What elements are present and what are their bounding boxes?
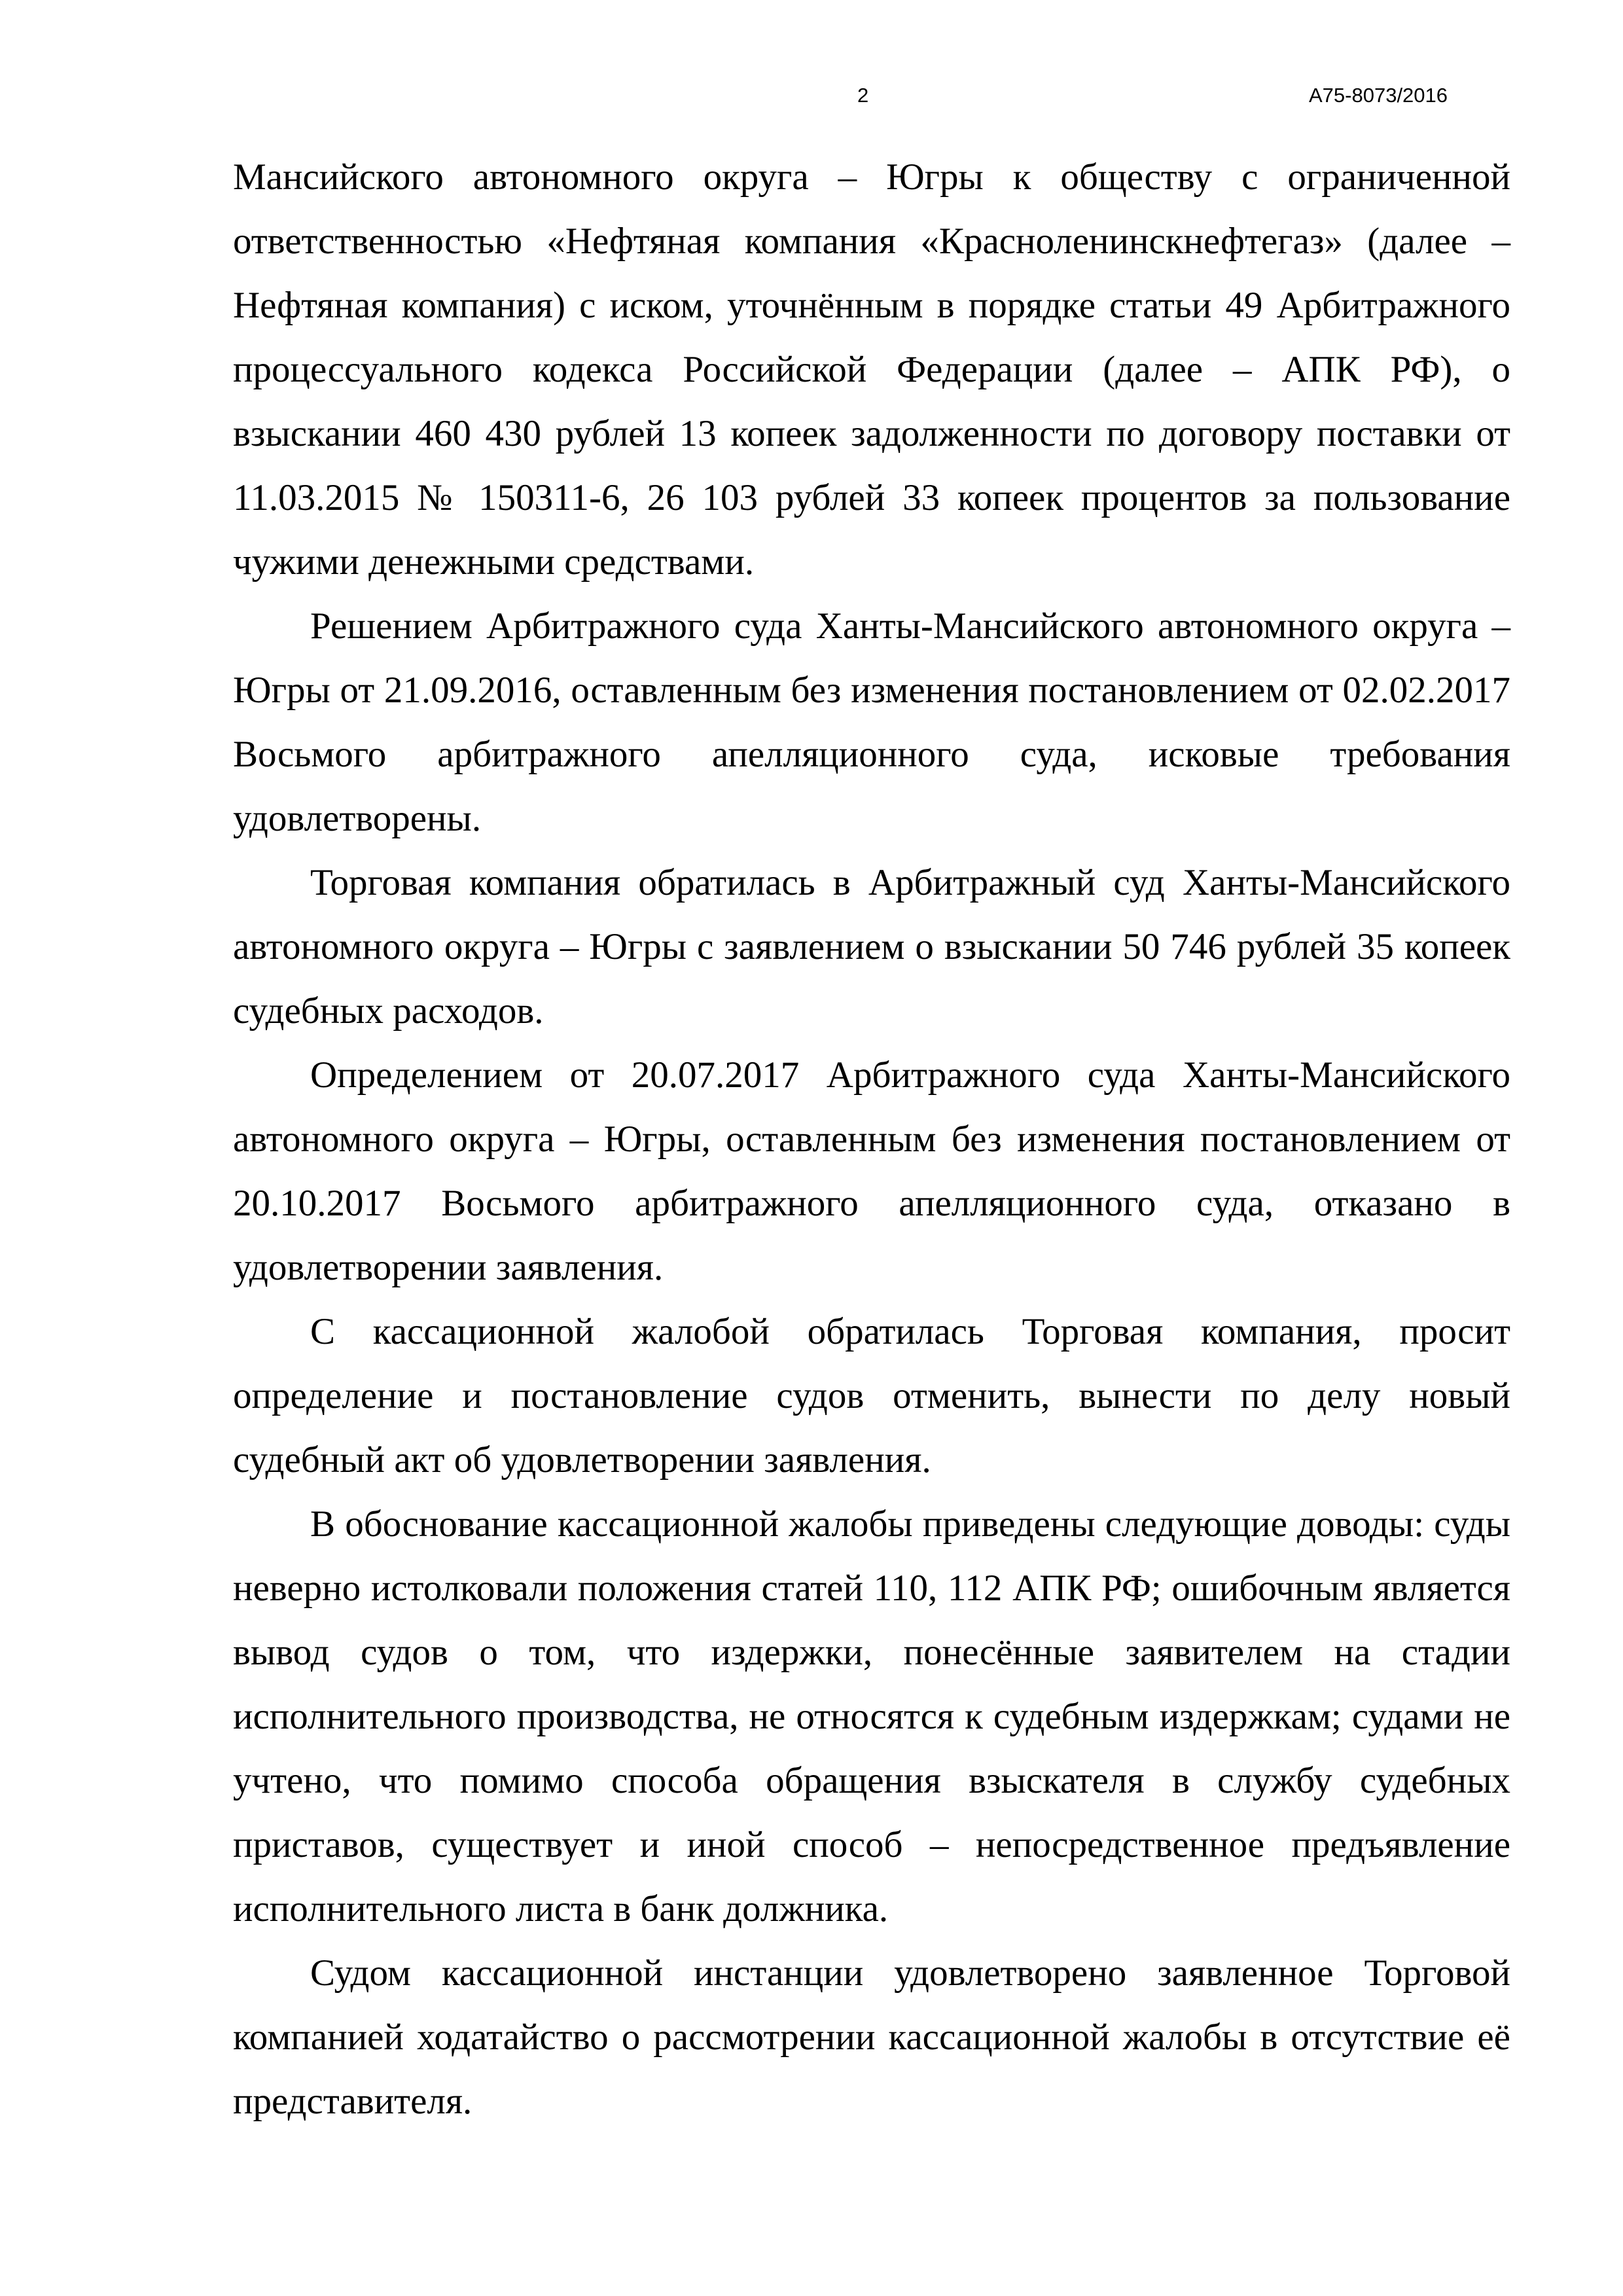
paragraph-first-instance-decision: Решением Арбитражного суда Ханты-Мансийского автономного округа – Югры от 21.09.2016, оставленным без изменения постановлением от 02.02.2017 Восьмого арбитражного апелляционного суда, исковые требования удовлетворены. [233,605,1510,839]
paragraph-appeal-arguments: В обоснование кассационной жалобы приведены следующие доводы: суды неверно истолковали положения статей 110, 112 АПК РФ; ошибочным является вывод судов о том, что издержки, понесённые заявителем на стадии исполнительного производства, не относятся к судебным издержкам; судами не учтено, что помимо способа обращения взыскателя в службу судебных приставов, существует и иной способ – непосредственное предъявление исполнительного листа в банк должника. [233,1503,1510,1929]
page-header [0,84,1623,117]
paragraph-cassation-appeal: С кассационной жалобой обратилась Торговая компания, просит определение и постановление судов отменить, вынести по делу новый судебный акт об удовлетворении заявления. [233,1311,1510,1480]
page-number: 2 [857,84,869,107]
document-body [233,145,1510,2134]
paragraph-claim-continuation: Мансийского автономного округа – Югры к обществу с ограниченной ответственностью «Нефтяная компания «Красноленинскнефтегаз» (далее – Нефтяная компания) с иском, уточнённым в порядке статьи 49 Арбитражного процессуального кодекса Российской Федерации (далее – АПК РФ), о взыскании 460 430 рублей 13 копеек задолженности по договору поставки от 11.03.2015 № 150311-6, 26 103 рублей 33 копеек процентов за пользование чужими денежными средствами. [233,156,1510,583]
case-number: А75-8073/2016 [1309,84,1448,107]
paragraph-absence-motion: Судом кассационной инстанции удовлетворено заявленное Торговой компанией ходатайство о рассмотрении кассационной жалобы в отсутствие её представителя. [233,1952,1510,2122]
paragraph-ruling-refusal: Определением от 20.07.2017 Арбитражного суда Ханты-Мансийского автономного округа – Югры, оставленным без изменения постановлением от 20.10.2017 Восьмого арбитражного апелляционного суда, отказано в удовлетворении заявления. [233,1054,1510,1288]
paragraph-costs-application: Торговая компания обратилась в Арбитражный суд Ханты-Мансийского автономного округа – Югры с заявлением о взыскании 50 746 рублей 35 копеек судебных расходов. [233,862,1510,1031]
